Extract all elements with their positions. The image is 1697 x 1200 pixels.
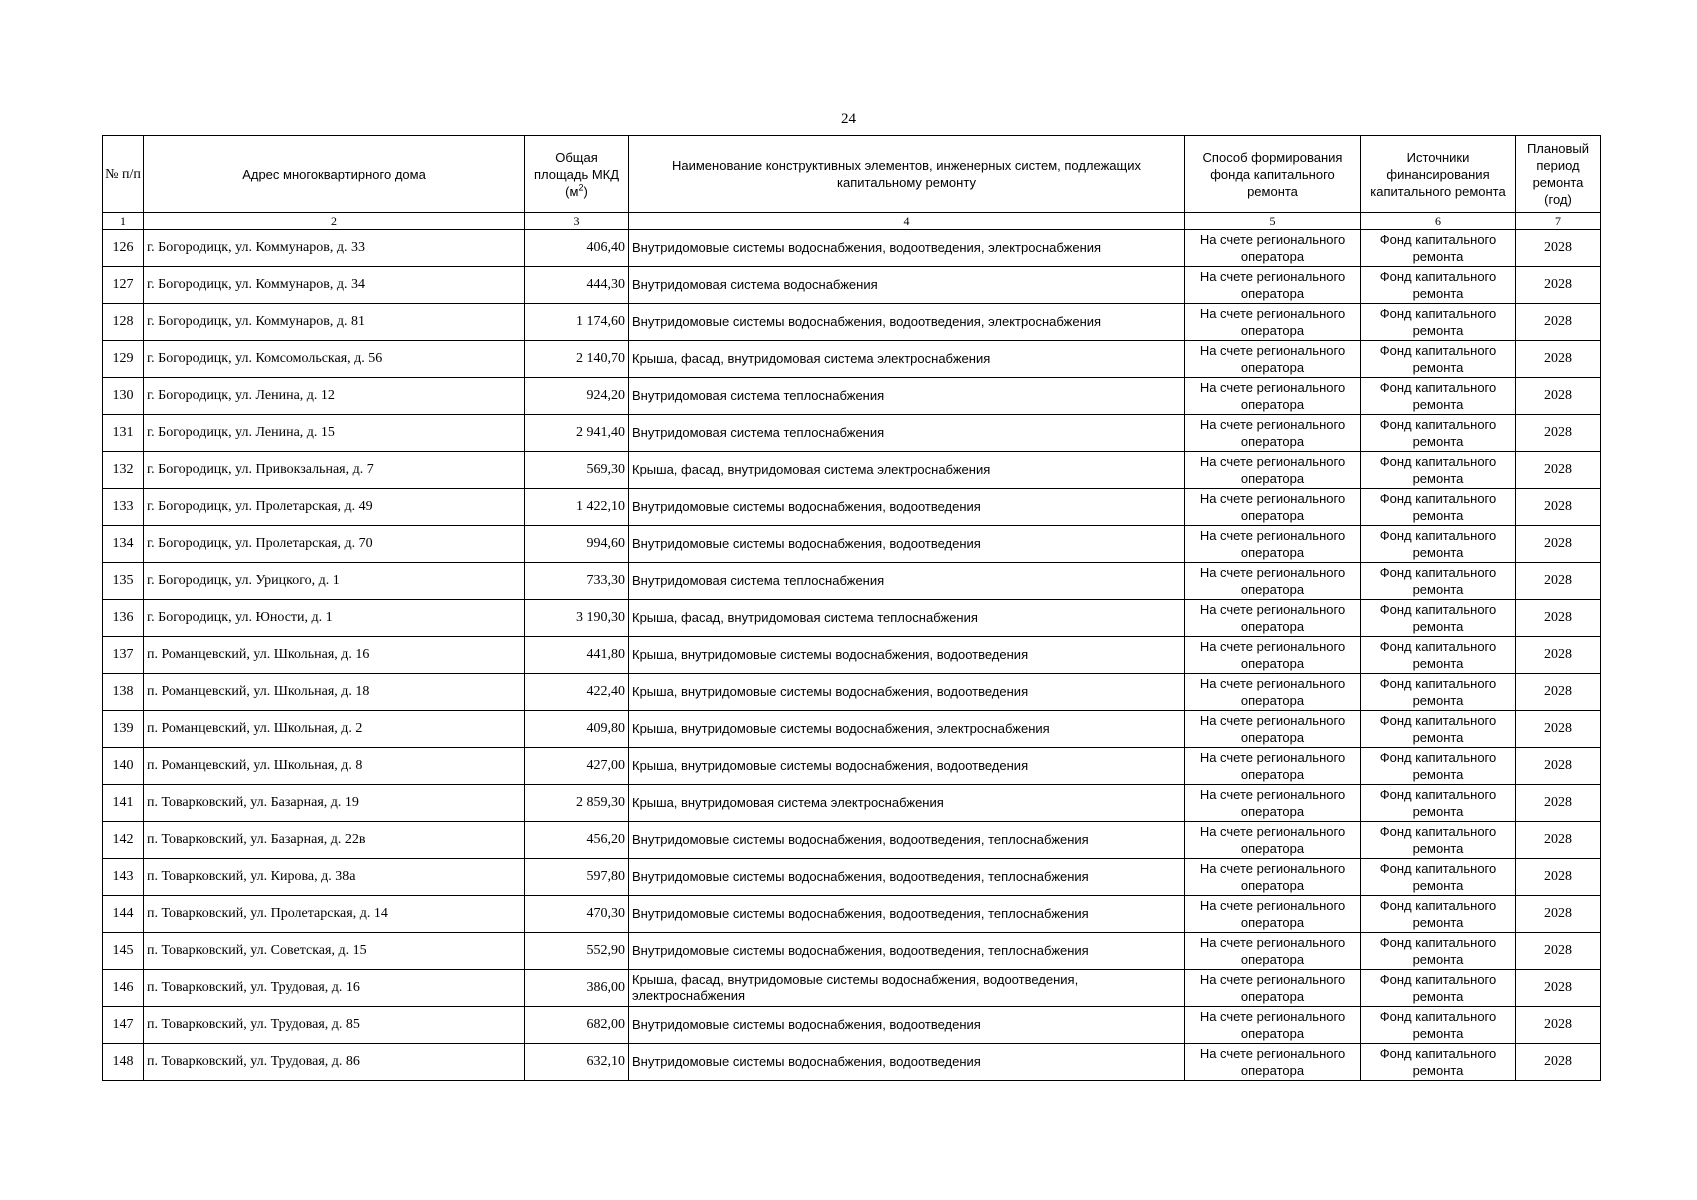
row-planned-year: 2028 [1516, 933, 1601, 970]
row-number: 148 [103, 1044, 144, 1081]
header-area-unit: (м [565, 183, 579, 199]
row-funding-method: На счете регионального оператора [1185, 1044, 1361, 1081]
table-row [103, 341, 1601, 378]
row-planned-year: 2028 [1516, 637, 1601, 674]
row-funding-method: На счете регионального оператора [1185, 896, 1361, 933]
row-area: 682,00 [525, 1007, 629, 1044]
row-address: п. Товарковский, ул. Советская, д. 15 [144, 933, 525, 970]
row-funding-method: На счете регионального оператора [1185, 748, 1361, 785]
row-number: 135 [103, 563, 144, 600]
column-number: 3 [525, 213, 629, 230]
row-address: п. Романцевский, ул. Школьная, д. 18 [144, 674, 525, 711]
row-number: 126 [103, 230, 144, 267]
row-number: 147 [103, 1007, 144, 1044]
row-address: п. Романцевский, ул. Школьная, д. 8 [144, 748, 525, 785]
row-funding-method: На счете регионального оператора [1185, 378, 1361, 415]
table-row [103, 970, 1601, 1007]
row-area: 441,80 [525, 637, 629, 674]
row-funding-source: Фонд капитального ремонта [1361, 859, 1516, 896]
row-elements: Крыша, фасад, внутридомовая система электроснабжения [629, 452, 1185, 489]
row-area: 386,00 [525, 970, 629, 1007]
table-row [103, 674, 1601, 711]
header-row [103, 136, 1601, 213]
row-address: п. Товарковский, ул. Трудовая, д. 16 [144, 970, 525, 1007]
row-area: 2 140,70 [525, 341, 629, 378]
row-elements: Крыша, внутридомовые системы водоснабжения, электроснабжения [629, 711, 1185, 748]
header-elements: Наименование конструктивных элементов, инженерных систем, подлежащих капитальному ремонту [629, 136, 1185, 213]
row-address: п. Товарковский, ул. Трудовая, д. 85 [144, 1007, 525, 1044]
row-funding-method: На счете регионального оператора [1185, 489, 1361, 526]
row-number: 131 [103, 415, 144, 452]
row-address: п. Товарковский, ул. Пролетарская, д. 14 [144, 896, 525, 933]
row-funding-method: На счете регионального оператора [1185, 563, 1361, 600]
column-number: 2 [144, 213, 525, 230]
table-row [103, 711, 1601, 748]
row-elements: Крыша, фасад, внутридомовая система электроснабжения [629, 341, 1185, 378]
row-area: 632,10 [525, 1044, 629, 1081]
row-planned-year: 2028 [1516, 341, 1601, 378]
row-elements: Внутридомовые системы водоснабжения, водоотведения, теплоснабжения [629, 896, 1185, 933]
row-funding-source: Фонд капитального ремонта [1361, 563, 1516, 600]
row-number: 144 [103, 896, 144, 933]
column-number: 6 [1361, 213, 1516, 230]
row-funding-method: На счете регионального оператора [1185, 970, 1361, 1007]
row-planned-year: 2028 [1516, 1007, 1601, 1044]
row-planned-year: 2028 [1516, 304, 1601, 341]
row-funding-method: На счете регионального оператора [1185, 711, 1361, 748]
row-funding-source: Фонд капитального ремонта [1361, 896, 1516, 933]
table-row [103, 452, 1601, 489]
row-address: г. Богородицк, ул. Ленина, д. 15 [144, 415, 525, 452]
row-funding-source: Фонд капитального ремонта [1361, 341, 1516, 378]
row-funding-source: Фонд капитального ремонта [1361, 489, 1516, 526]
row-funding-source: Фонд капитального ремонта [1361, 637, 1516, 674]
row-address: г. Богородицк, ул. Пролетарская, д. 49 [144, 489, 525, 526]
row-area: 409,80 [525, 711, 629, 748]
row-funding-method: На счете регионального оператора [1185, 526, 1361, 563]
row-address: г. Богородицк, ул. Пролетарская, д. 70 [144, 526, 525, 563]
table-row [103, 304, 1601, 341]
row-elements: Внутридомовые системы водоснабжения, водоотведения [629, 526, 1185, 563]
row-elements: Внутридомовая система теплоснабжения [629, 378, 1185, 415]
row-funding-method: На счете регионального оператора [1185, 674, 1361, 711]
row-planned-year: 2028 [1516, 230, 1601, 267]
row-planned-year: 2028 [1516, 1044, 1601, 1081]
row-address: п. Романцевский, ул. Школьная, д. 2 [144, 711, 525, 748]
table-row [103, 637, 1601, 674]
row-number: 132 [103, 452, 144, 489]
row-funding-method: На счете регионального оператора [1185, 859, 1361, 896]
row-planned-year: 2028 [1516, 748, 1601, 785]
table-row [103, 748, 1601, 785]
row-address: г. Богородицк, ул. Юности, д. 1 [144, 600, 525, 637]
row-elements: Крыша, внутридомовые системы водоснабжения, водоотведения [629, 637, 1185, 674]
row-elements: Крыша, внутридомовые системы водоснабжения, водоотведения [629, 674, 1185, 711]
table-row [103, 526, 1601, 563]
row-number: 128 [103, 304, 144, 341]
row-funding-method: На счете регионального оператора [1185, 1007, 1361, 1044]
row-funding-method: На счете регионального оператора [1185, 230, 1361, 267]
row-number: 142 [103, 822, 144, 859]
row-funding-source: Фонд капитального ремонта [1361, 674, 1516, 711]
row-planned-year: 2028 [1516, 859, 1601, 896]
row-number: 138 [103, 674, 144, 711]
row-funding-source: Фонд капитального ремонта [1361, 526, 1516, 563]
table-row [103, 933, 1601, 970]
row-area: 552,90 [525, 933, 629, 970]
table-row [103, 785, 1601, 822]
table-body [103, 230, 1601, 1081]
row-elements: Крыша, внутридомовые системы водоснабжения, водоотведения [629, 748, 1185, 785]
row-area: 2 859,30 [525, 785, 629, 822]
row-area: 1 422,10 [525, 489, 629, 526]
row-funding-source: Фонд капитального ремонта [1361, 933, 1516, 970]
row-planned-year: 2028 [1516, 563, 1601, 600]
row-planned-year: 2028 [1516, 378, 1601, 415]
row-area: 427,00 [525, 748, 629, 785]
row-planned-year: 2028 [1516, 489, 1601, 526]
row-funding-method: На счете регионального оператора [1185, 304, 1361, 341]
table-row [103, 563, 1601, 600]
row-funding-source: Фонд капитального ремонта [1361, 822, 1516, 859]
row-elements: Внутридомовая система теплоснабжения [629, 415, 1185, 452]
row-area: 597,80 [525, 859, 629, 896]
row-funding-source: Фонд капитального ремонта [1361, 748, 1516, 785]
row-planned-year: 2028 [1516, 452, 1601, 489]
row-planned-year: 2028 [1516, 822, 1601, 859]
table-row [103, 896, 1601, 933]
row-number: 145 [103, 933, 144, 970]
row-elements: Внутридомовые системы водоснабжения, водоотведения [629, 1044, 1185, 1081]
row-address: г. Богородицк, ул. Привокзальная, д. 7 [144, 452, 525, 489]
row-elements: Внутридомовые системы водоснабжения, водоотведения, теплоснабжения [629, 933, 1185, 970]
row-address: п. Романцевский, ул. Школьная, д. 16 [144, 637, 525, 674]
row-address: г. Богородицк, ул. Комсомольская, д. 56 [144, 341, 525, 378]
row-planned-year: 2028 [1516, 526, 1601, 563]
row-number: 133 [103, 489, 144, 526]
row-address: г. Богородицк, ул. Ленина, д. 12 [144, 378, 525, 415]
header-area-unit-close: ) [583, 183, 588, 199]
page-number: 24 [841, 111, 856, 127]
row-planned-year: 2028 [1516, 970, 1601, 1007]
header-address: Адрес многоквартирного дома [144, 136, 525, 213]
row-funding-method: На счете регионального оператора [1185, 822, 1361, 859]
row-funding-method: На счете регионального оператора [1185, 933, 1361, 970]
row-address: п. Товарковский, ул. Трудовая, д. 86 [144, 1044, 525, 1081]
header-period: Плановый период ремонта (год) [1516, 136, 1601, 213]
row-planned-year: 2028 [1516, 674, 1601, 711]
row-elements: Внутридомовые системы водоснабжения, водоотведения, теплоснабжения [629, 822, 1185, 859]
row-funding-source: Фонд капитального ремонта [1361, 970, 1516, 1007]
row-address: п. Товарковский, ул. Базарная, д. 19 [144, 785, 525, 822]
row-funding-source: Фонд капитального ремонта [1361, 267, 1516, 304]
row-number: 136 [103, 600, 144, 637]
row-planned-year: 2028 [1516, 267, 1601, 304]
row-funding-method: На счете регионального оператора [1185, 785, 1361, 822]
column-number: 7 [1516, 213, 1601, 230]
row-number: 143 [103, 859, 144, 896]
row-area: 2 941,40 [525, 415, 629, 452]
header-source: Источники финансирования капитального ремонта [1361, 136, 1516, 213]
row-elements: Крыша, фасад, внутридомовая система теплоснабжения [629, 600, 1185, 637]
row-number: 130 [103, 378, 144, 415]
row-address: г. Богородицк, ул. Коммунаров, д. 33 [144, 230, 525, 267]
row-elements: Внутридомовые системы водоснабжения, водоотведения, электроснабжения [629, 230, 1185, 267]
row-area: 3 190,30 [525, 600, 629, 637]
table-row [103, 859, 1601, 896]
table-row [103, 378, 1601, 415]
row-planned-year: 2028 [1516, 711, 1601, 748]
row-number: 127 [103, 267, 144, 304]
header-num: № п/п [103, 136, 144, 213]
row-address: п. Товарковский, ул. Кирова, д. 38а [144, 859, 525, 896]
row-funding-method: На счете регионального оператора [1185, 637, 1361, 674]
row-elements: Крыша, фасад, внутридомовые системы водоснабжения, водоотведения, электроснабжения [629, 970, 1185, 1007]
row-elements: Внутридомовая система водоснабжения [629, 267, 1185, 304]
row-area: 470,30 [525, 896, 629, 933]
column-number: 1 [103, 213, 144, 230]
row-elements: Крыша, внутридомовая система электроснабжения [629, 785, 1185, 822]
row-area: 1 174,60 [525, 304, 629, 341]
row-funding-source: Фонд капитального ремонта [1361, 1007, 1516, 1044]
row-area: 444,30 [525, 267, 629, 304]
row-area: 569,30 [525, 452, 629, 489]
row-elements: Внутридомовые системы водоснабжения, водоотведения, теплоснабжения [629, 859, 1185, 896]
header-area-label: Общая площадь МКД [533, 149, 620, 182]
row-address: г. Богородицк, ул. Коммунаров, д. 34 [144, 267, 525, 304]
table-row [103, 1044, 1601, 1081]
table-row [103, 489, 1601, 526]
row-area: 994,60 [525, 526, 629, 563]
table-row [103, 415, 1601, 452]
row-funding-method: На счете регионального оператора [1185, 267, 1361, 304]
row-address: г. Богородицк, ул. Урицкого, д. 1 [144, 563, 525, 600]
row-number: 141 [103, 785, 144, 822]
row-elements: Внутридомовые системы водоснабжения, водоотведения [629, 489, 1185, 526]
table-row [103, 267, 1601, 304]
row-funding-method: На счете регионального оператора [1185, 452, 1361, 489]
column-number-row [103, 213, 1601, 230]
row-address: г. Богородицк, ул. Коммунаров, д. 81 [144, 304, 525, 341]
row-number: 129 [103, 341, 144, 378]
row-planned-year: 2028 [1516, 600, 1601, 637]
row-elements: Внутридомовая система теплоснабжения [629, 563, 1185, 600]
column-number: 5 [1185, 213, 1361, 230]
row-funding-source: Фонд капитального ремонта [1361, 452, 1516, 489]
capital-repair-table [102, 135, 1601, 1081]
row-funding-source: Фонд капитального ремонта [1361, 711, 1516, 748]
row-number: 137 [103, 637, 144, 674]
row-elements: Внутридомовые системы водоснабжения, водоотведения, электроснабжения [629, 304, 1185, 341]
row-number: 139 [103, 711, 144, 748]
table-row [103, 1007, 1601, 1044]
row-elements: Внутридомовые системы водоснабжения, водоотведения [629, 1007, 1185, 1044]
column-number: 4 [629, 213, 1185, 230]
row-funding-method: На счете регионального оператора [1185, 415, 1361, 452]
row-funding-source: Фонд капитального ремонта [1361, 1044, 1516, 1081]
row-funding-source: Фонд капитального ремонта [1361, 378, 1516, 415]
header-area-unit-sup: 2 [578, 182, 584, 193]
row-number: 134 [103, 526, 144, 563]
row-area: 733,30 [525, 563, 629, 600]
table-row [103, 600, 1601, 637]
table-row [103, 230, 1601, 267]
row-number: 146 [103, 970, 144, 1007]
row-funding-source: Фонд капитального ремонта [1361, 230, 1516, 267]
row-number: 140 [103, 748, 144, 785]
row-funding-source: Фонд капитального ремонта [1361, 600, 1516, 637]
row-funding-source: Фонд капитального ремонта [1361, 304, 1516, 341]
row-planned-year: 2028 [1516, 785, 1601, 822]
row-planned-year: 2028 [1516, 415, 1601, 452]
row-area: 924,20 [525, 378, 629, 415]
row-planned-year: 2028 [1516, 896, 1601, 933]
table-row [103, 822, 1601, 859]
header-method: Способ формирования фонда капитального ремонта [1185, 136, 1361, 213]
row-address: п. Товарковский, ул. Базарная, д. 22в [144, 822, 525, 859]
row-area: 422,40 [525, 674, 629, 711]
row-area: 456,20 [525, 822, 629, 859]
row-funding-method: На счете регионального оператора [1185, 341, 1361, 378]
row-funding-method: На счете регионального оператора [1185, 600, 1361, 637]
header-area [525, 136, 629, 213]
row-funding-source: Фонд капитального ремонта [1361, 785, 1516, 822]
row-area: 406,40 [525, 230, 629, 267]
row-funding-source: Фонд капитального ремонта [1361, 415, 1516, 452]
